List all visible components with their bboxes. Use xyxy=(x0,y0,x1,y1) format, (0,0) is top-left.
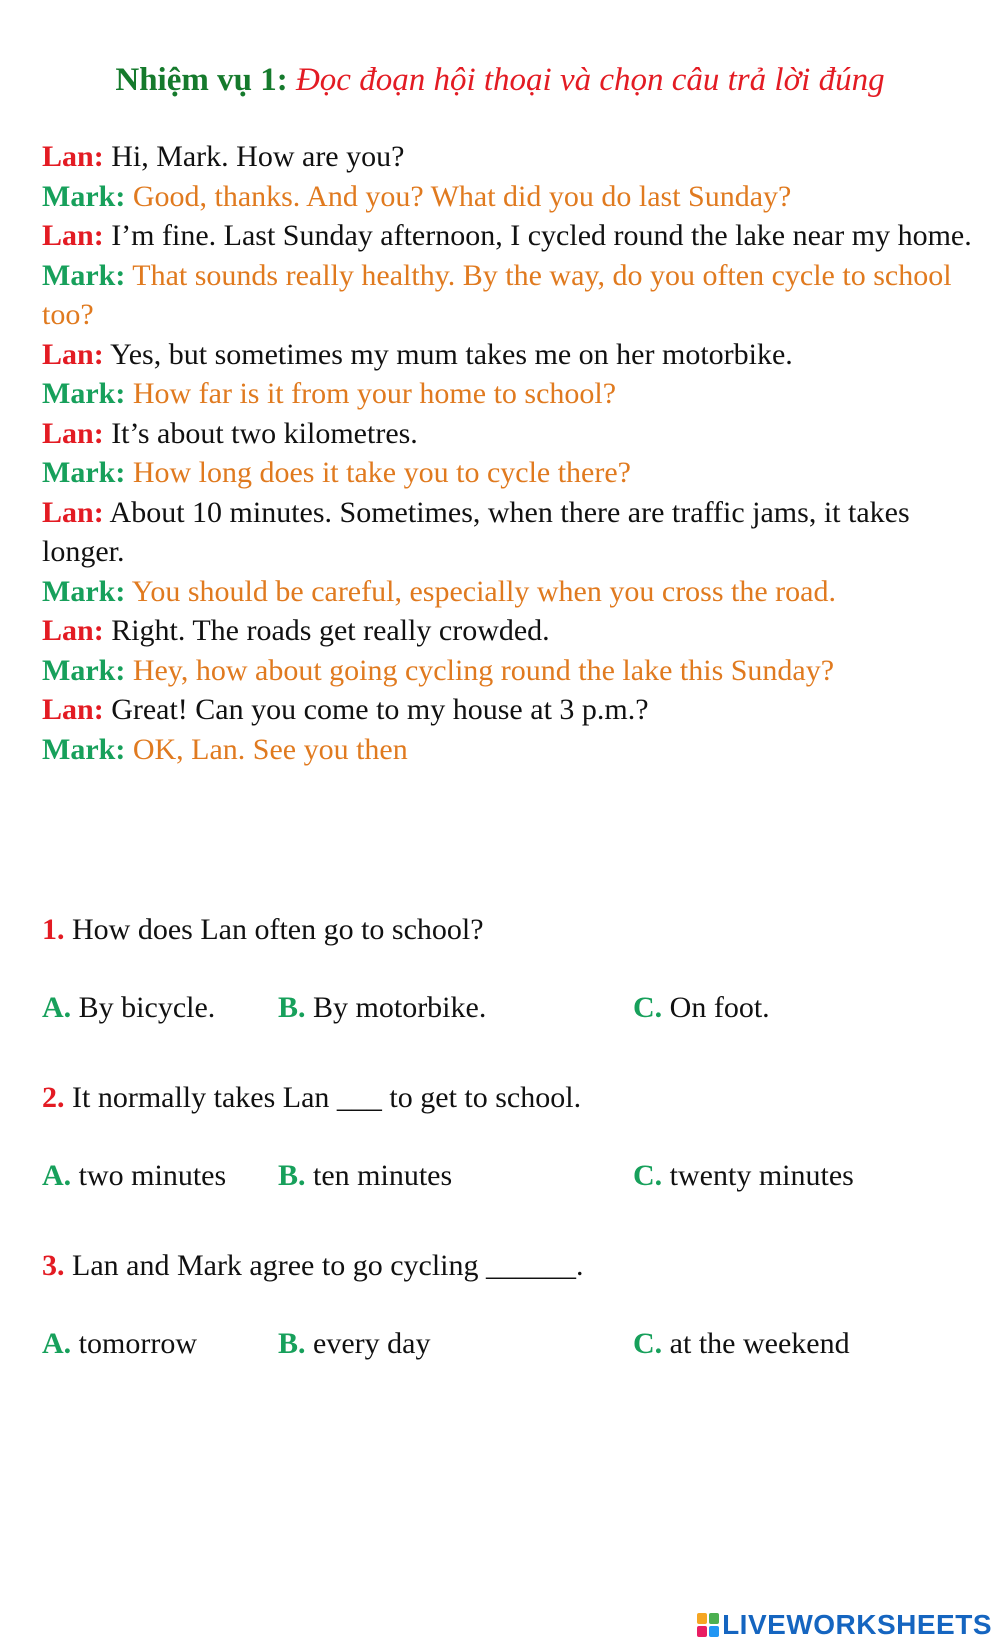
dialogue-line xyxy=(42,374,982,414)
liveworksheets-logo-icon xyxy=(697,1613,719,1637)
option-letter: A. xyxy=(42,1327,72,1360)
speaker-name: Lan: xyxy=(42,140,104,173)
option-letter: B. xyxy=(278,991,306,1024)
speaker-name: Mark: xyxy=(42,179,126,213)
speaker-name: Mark: xyxy=(42,258,126,292)
option-b[interactable] xyxy=(278,1156,452,1196)
option-a[interactable] xyxy=(42,988,215,1028)
dialogue-line xyxy=(42,216,982,256)
question-number: 2. xyxy=(42,1081,65,1114)
option-text: tomorrow xyxy=(78,1327,197,1360)
speech-text: Hey, how about going cycling round the lake this Sunday? xyxy=(132,653,835,687)
option-text: On foot. xyxy=(669,991,770,1024)
question-list xyxy=(42,910,982,1414)
option-a[interactable] xyxy=(42,1156,226,1196)
option-c[interactable] xyxy=(633,1324,850,1364)
option-text: ten minutes xyxy=(313,1159,453,1192)
speaker-name: Lan: xyxy=(42,337,104,371)
option-text: at the weekend xyxy=(669,1327,850,1360)
speech-text: Right. The roads get really crowded. xyxy=(111,614,550,647)
dialogue-line xyxy=(42,493,982,572)
speech-text: About 10 minutes. Sometimes, when there are traffic jams, it takes longer. xyxy=(42,495,910,568)
speaker-name: Lan: xyxy=(42,614,104,647)
question-number: 3. xyxy=(42,1249,65,1282)
option-text: By bicycle. xyxy=(78,991,216,1024)
dialogue-line xyxy=(42,730,982,770)
speaker-name: Mark: xyxy=(42,456,126,489)
option-text: every day xyxy=(313,1327,431,1360)
question-text xyxy=(42,910,484,950)
option-letter: B. xyxy=(278,1327,306,1360)
option-letter: B. xyxy=(278,1159,306,1192)
speech-text: Hi, Mark. How are you? xyxy=(111,140,405,173)
speech-text: It’s about two kilometres. xyxy=(111,416,418,450)
option-letter: A. xyxy=(42,991,72,1024)
option-c[interactable] xyxy=(633,1156,854,1196)
speech-text: I’m fine. Last Sunday afternoon, I cycled round the lake near my home. xyxy=(111,219,972,252)
option-letter: C. xyxy=(633,991,663,1024)
speech-text: You should be careful, especially when you cross the road. xyxy=(131,574,836,608)
speech-text: How long does it take you to cycle there? xyxy=(132,456,631,489)
speech-text: Good, thanks. And you? What did you do last Sunday? xyxy=(132,179,792,213)
question-3 xyxy=(42,1246,982,1414)
option-text: By motorbike. xyxy=(313,991,487,1024)
option-c[interactable] xyxy=(633,988,770,1028)
task-title xyxy=(0,58,1000,102)
speaker-name: Lan: xyxy=(42,495,104,529)
speaker-name: Mark: xyxy=(42,377,126,410)
dialogue-line xyxy=(42,335,982,375)
speech-text: Yes, but sometimes my mum takes me on her motorbike. xyxy=(110,337,793,371)
speaker-name: Mark: xyxy=(42,574,126,608)
logo-tile xyxy=(709,1626,719,1637)
question-prompt: Lan and Mark agree to go cycling ______. xyxy=(72,1249,584,1282)
task-instruction: Đọc đoạn hội thoại và chọn câu trả lời đúng xyxy=(295,62,885,98)
option-letter: A. xyxy=(42,1159,72,1192)
question-2 xyxy=(42,1078,982,1246)
dialogue-line xyxy=(42,414,982,454)
option-b[interactable] xyxy=(278,988,486,1028)
speech-text: OK, Lan. See you then xyxy=(132,732,408,766)
question-text xyxy=(42,1078,581,1118)
logo-tile xyxy=(709,1613,719,1624)
logo-tile xyxy=(697,1613,707,1624)
speech-text: How far is it from your home to school? xyxy=(132,377,617,410)
dialogue-line xyxy=(42,256,982,335)
question-number: 1. xyxy=(42,913,65,946)
dialogue-line xyxy=(42,137,982,177)
option-b[interactable] xyxy=(278,1324,430,1364)
dialogue xyxy=(42,137,982,769)
option-letter: C. xyxy=(633,1159,663,1192)
question-text xyxy=(42,1246,584,1286)
option-text: two minutes xyxy=(78,1159,227,1192)
question-1 xyxy=(42,910,982,1078)
dialogue-line xyxy=(42,177,982,217)
logo-tile xyxy=(697,1626,707,1637)
question-prompt: How does Lan often go to school? xyxy=(72,913,484,946)
dialogue-line xyxy=(42,453,982,493)
speaker-name: Lan: xyxy=(42,416,104,450)
option-a[interactable] xyxy=(42,1324,197,1364)
option-text: twenty minutes xyxy=(669,1159,854,1192)
dialogue-line xyxy=(42,651,982,691)
speech-text: Great! Can you come to my house at 3 p.m.? xyxy=(111,693,649,726)
dialogue-line xyxy=(42,572,982,612)
brand-name: LIVEWORKSHEETS xyxy=(722,1609,992,1640)
speaker-name: Mark: xyxy=(42,653,126,687)
option-letter: C. xyxy=(633,1327,663,1360)
speech-text: That sounds really healthy. By the way, do you often cycle to school too? xyxy=(42,258,952,331)
speaker-name: Lan: xyxy=(42,219,104,252)
liveworksheets-brand xyxy=(697,1609,992,1641)
question-prompt: It normally takes Lan ___ to get to school. xyxy=(72,1081,582,1114)
speaker-name: Mark: xyxy=(42,732,126,766)
dialogue-line xyxy=(42,611,982,651)
dialogue-line xyxy=(42,690,982,730)
speaker-name: Lan: xyxy=(42,693,104,726)
task-label: Nhiệm vụ 1: xyxy=(115,62,288,98)
